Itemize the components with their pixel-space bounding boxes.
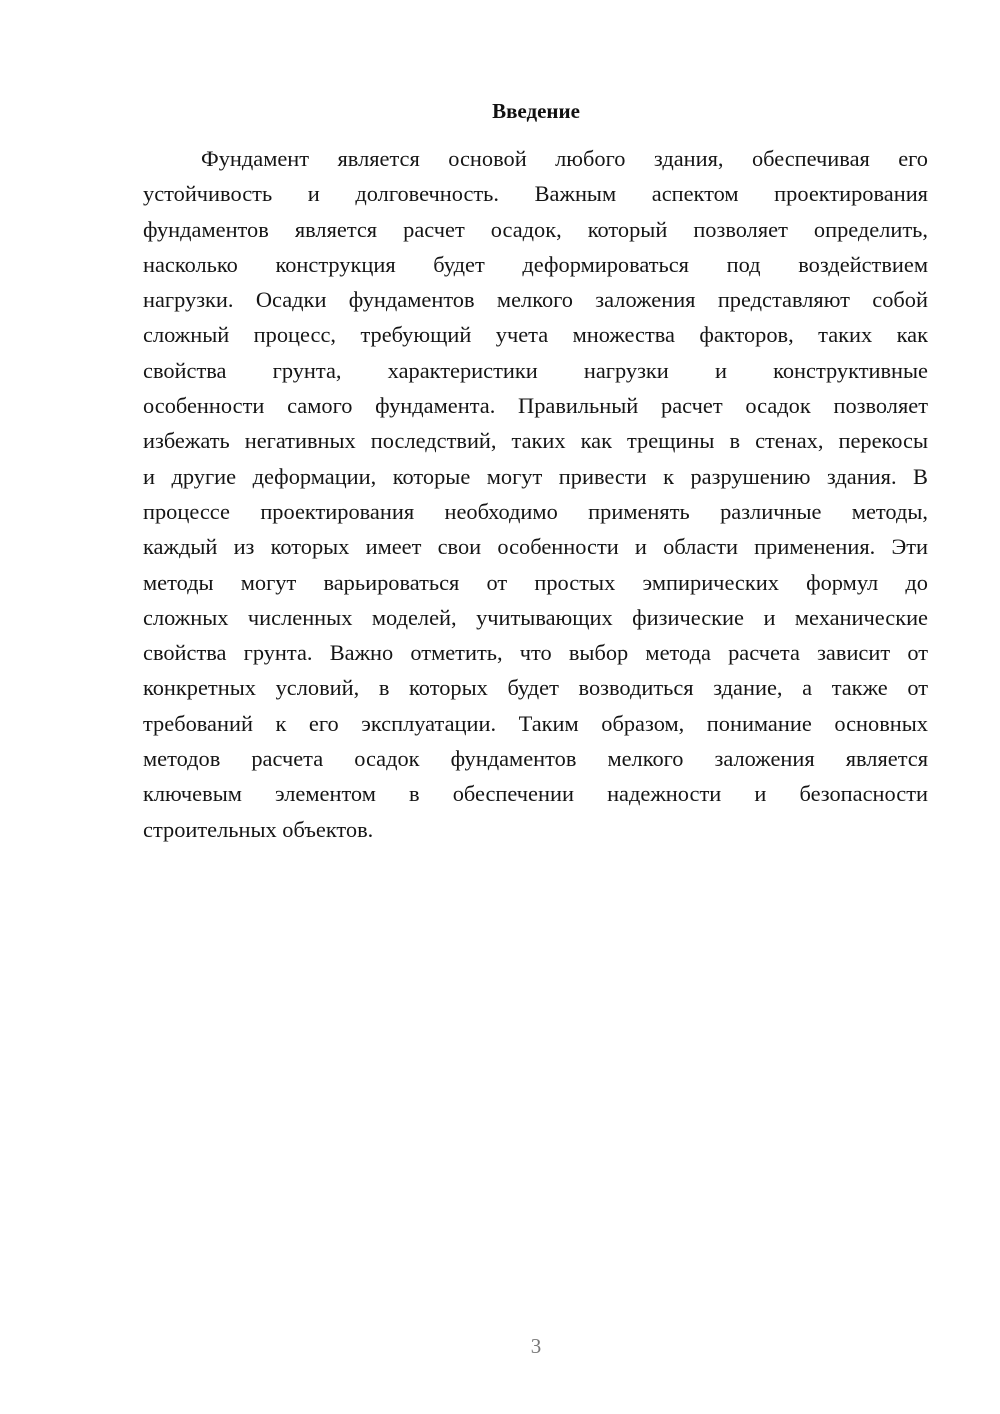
- paragraph-line: требований к его эксплуатации. Таким образом, понимание основных: [143, 710, 928, 736]
- paragraph-line: насколько конструкция будет деформироваться под воздействием: [143, 251, 928, 277]
- paragraph-line: сложных численных моделей, учитывающих физические и механические: [143, 604, 928, 630]
- paragraph-line: строительных объектов.: [143, 816, 374, 842]
- paragraph-line: сложный процесс, требующий учета множества факторов, таких как: [143, 322, 928, 348]
- paragraph-line: нагрузки. Осадки фундаментов мелкого заложения представляют собой: [143, 287, 928, 313]
- paragraph-line: особенности самого фундамента. Правильный расчет осадок позволяет: [143, 393, 928, 419]
- section-heading: Введение: [492, 99, 580, 123]
- paragraph-line: Фундамент является основой любого здания, обеспечивая его: [201, 146, 928, 171]
- paragraph-line: процессе проектирования необходимо применять различные методы,: [143, 498, 928, 524]
- paragraph-line: свойства грунта, характеристики нагрузки и конструктивные: [143, 357, 928, 383]
- paragraph-line: фундаментов является расчет осадок, который позволяет определить,: [143, 216, 928, 242]
- paragraph-line: конкретных условий, в которых будет возводиться здание, а также от: [143, 675, 928, 701]
- paragraph-line: ключевым элементом в обеспечении надежности и безопасности: [143, 781, 928, 807]
- paragraph-line: свойства грунта. Важно отметить, что выбор метода расчета зависит от: [143, 640, 928, 666]
- paragraph-line: каждый из которых имеет свои особенности и области применения. Эти: [143, 534, 928, 560]
- paragraph-line: и другие деформации, которые могут привести к разрушению здания. В: [143, 463, 928, 489]
- paragraph-line: методы могут варьироваться от простых эмпирических формул до: [143, 569, 928, 595]
- paragraph-line: устойчивость и долговечность. Важным аспектом проектирования: [143, 181, 928, 207]
- paragraph-line: избежать негативных последствий, таких как трещины в стенах, перекосы: [143, 428, 928, 454]
- intro-paragraph: [143, 141, 928, 847]
- page-number: 3: [530, 1334, 542, 1358]
- paragraph-line: методов расчета осадок фундаментов мелкого заложения является: [143, 746, 928, 772]
